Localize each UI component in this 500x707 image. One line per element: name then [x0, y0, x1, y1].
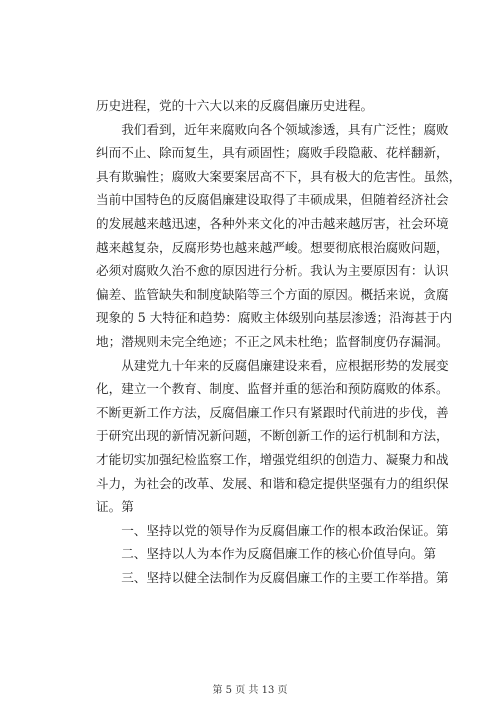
text-line: 不断更新工作方法，反腐倡廉工作只有紧跟时代前进的步伐，善 — [96, 404, 449, 420]
text-line: 才能切实加强纪检监察工作，增强党组织的创造力、凝聚力和战 — [96, 451, 449, 467]
document-body — [96, 94, 462, 589]
text-line: 于研究出现的新情况新问题，不断创新工作的运行机制和方法， — [96, 428, 449, 444]
text-line: 现象的 5 大特征和趋势：腐败主体级别向基层渗透；沿海甚于内 — [96, 310, 453, 326]
paragraph-corruption-analysis — [96, 118, 462, 354]
page-number: 第 5 页 共 13 页 — [212, 685, 288, 696]
text-line: 证。第 — [96, 499, 134, 515]
text-line: 我们看到，近年来腐败向各个领域渗透，具有广泛性；腐败 — [121, 121, 449, 137]
text-line: 具有欺骗性；腐败大案要案居高不下，具有极大的危害性。虽然， — [96, 168, 462, 184]
text-line: 斗力，为社会的改革、发展、和谐和稳定提供坚强有力的组织保 — [96, 475, 449, 491]
text-line: 的发展越来越迅速，各种外来文化的冲击越来越厉害，社会环境 — [96, 215, 449, 231]
intro-paragraph — [96, 94, 432, 118]
page-footer — [0, 681, 500, 696]
text-line: 偏差、监管缺失和制度缺陷等三个方面的原因。概括来说，贪腐 — [96, 286, 449, 302]
text-line: 从建党九十年来的反腐倡廉建设来看，应根据形势的发展变 — [121, 357, 449, 373]
text-line: 当前中国特色的反腐倡廉建设取得了丰硕成果，但随着经济社会 — [96, 192, 449, 208]
text-line: 越来越复杂，反腐形势也越来越严峻。想要彻底根治腐败问题， — [96, 239, 449, 255]
text-line: 化，建立一个教育、制度、监督并重的惩治和预防腐败的体系。 — [96, 381, 449, 397]
list-item-legal-system: 三、坚持以健全法制作为反腐倡廉工作的主要工作举措。第 — [121, 569, 449, 585]
text-line: 地；潜规则未完全绝迹；不正之风未杜绝；监督制度仍存漏洞。 — [96, 333, 449, 349]
text-line: 纠而不止、除而复生，具有顽固性；腐败手段隐蔽、花样翻新， — [96, 145, 449, 161]
list-item-people-oriented: 二、坚持以人为本作为反腐倡廉工作的核心价值导向。第 — [121, 546, 437, 562]
text-line: 历史进程，党的十六大以来的反腐倡廉历史进程。 — [96, 98, 374, 113]
text-line: 必须对腐败久治不愈的原因进行分析。我认为主要原因有：认识 — [96, 263, 449, 279]
paragraph-anti-corruption-system — [96, 354, 449, 519]
list-item-party-leadership: 一、坚持以党的领导作为反腐倡廉工作的根本政治保证。第 — [121, 522, 449, 538]
